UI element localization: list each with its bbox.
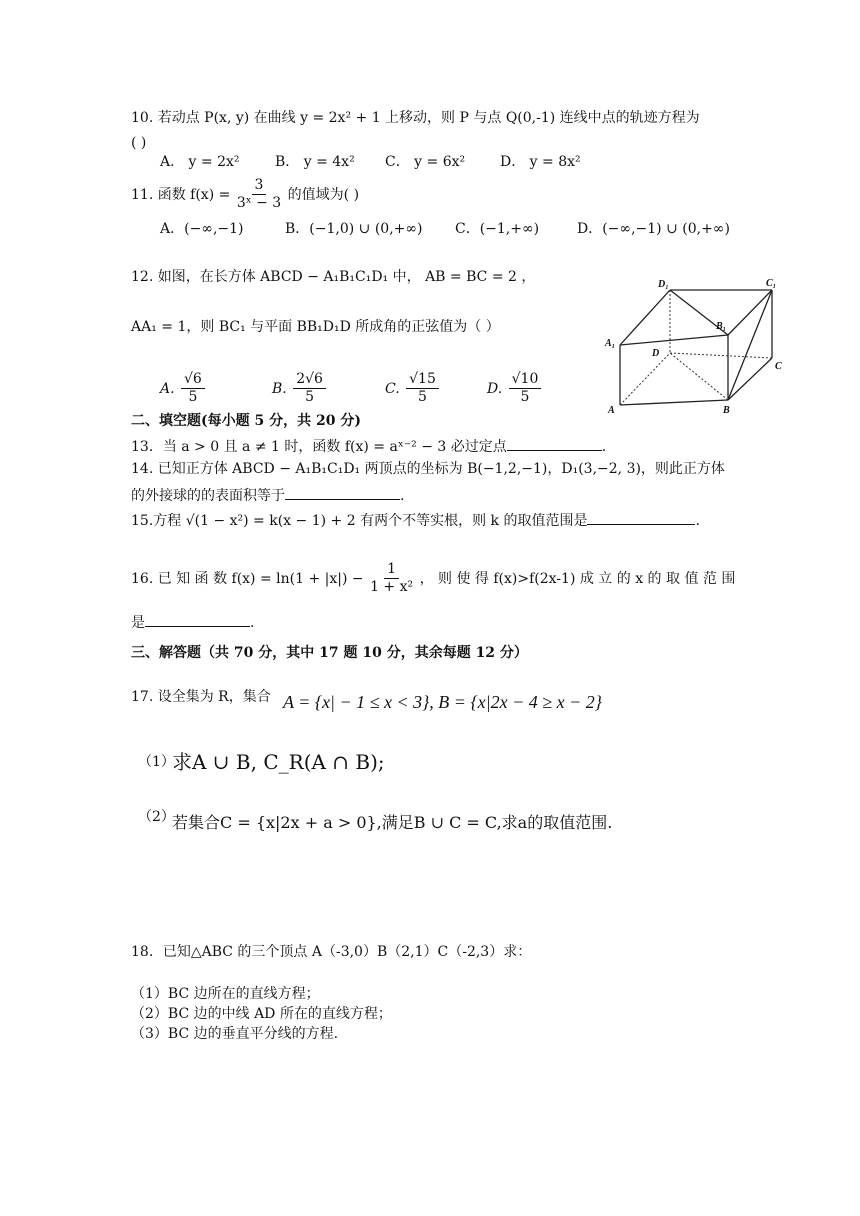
- q16-line2-text: 是: [131, 615, 145, 631]
- hidden-edge-d-c: [670, 353, 772, 358]
- edge-a1-d1: [620, 290, 670, 345]
- q14-line1: 14. 已知正方体 ABCD − A₁B₁C₁D₁ 两顶点的坐标为 B(−1,2,−1)，D₁(3,−2, 3)，则此正方体: [131, 461, 725, 477]
- q15-text: 15.方程 √(1 − x²) = k(x − 1) + 2 有两个不等实根，则 k 的取值范围是: [131, 513, 588, 529]
- q12-option-b-num: 2√6: [293, 372, 326, 389]
- section-2-heading: 二、填空题(每小题 5 分，共 20 分): [131, 413, 361, 429]
- edge-a1-b1: [620, 335, 728, 345]
- hidden-edge-a-d: [620, 353, 670, 405]
- q11-stem: [131, 178, 359, 212]
- q14-line2: 的外接球的的表面积等于 .: [131, 488, 405, 504]
- q12-option-b-label: B.: [272, 380, 287, 397]
- q12-option-a: [160, 372, 207, 406]
- q12-option-b-fraction: [293, 372, 326, 406]
- hidden-diagonal-b-d: [670, 353, 728, 400]
- q12-option-a-num: √6: [181, 372, 205, 389]
- q17-part1: 求A ∪ B, C_R(A ∩ B);: [172, 750, 385, 774]
- q13-text: 13．当 a > 0 且 a ≠ 1 时，函数 f(x) = aˣ⁻² − 3 必过定点: [131, 439, 507, 455]
- q14-line2-text: 的外接球的的表面积等于: [131, 488, 285, 504]
- q11-frac-numerator: 3: [252, 178, 267, 195]
- label-a1: A₁: [605, 338, 616, 349]
- q11-option-b: B．(−1,0) ∪ (0,+∞): [285, 221, 423, 237]
- q17-part1-label: （1）: [138, 754, 175, 770]
- q12-line2: AA₁ = 1，则 BC₁ 与平面 BB₁D₁D 所成角的正弦值为（ ）: [131, 319, 500, 335]
- q12-option-b-den: 5: [305, 389, 315, 406]
- edge-b1-c1: [728, 290, 772, 335]
- label-a: A: [608, 405, 615, 416]
- q10-option-a: A． y = 2x²: [160, 154, 240, 170]
- q10-answer-paren: ( ): [131, 135, 147, 151]
- q12-option-c-den: 5: [418, 389, 427, 406]
- q18-part2: （2）BC 边的中线 AD 所在的直线方程；: [131, 1006, 392, 1022]
- edge-a-b: [620, 400, 728, 405]
- label-c1: C₁: [766, 278, 777, 289]
- q12-option-a-label: A.: [160, 380, 175, 397]
- q12-option-d-num: √10: [509, 372, 542, 389]
- q11-option-c: C．(−1,+∞): [455, 221, 540, 237]
- q16-prefix: 16. 已 知 函 数 f(x) = ln(1 + |x|) −: [131, 570, 364, 587]
- q14-answer-blank: [285, 487, 400, 500]
- q16-frac-numerator: 1: [384, 562, 399, 579]
- q16-line1: [131, 562, 735, 596]
- q17-stem: 17. 设全集为 R，集合: [131, 689, 271, 705]
- q15-answer-blank: [587, 512, 695, 525]
- q16-answer-blank: [145, 614, 250, 627]
- q12-option-d-den: 5: [520, 389, 530, 406]
- q11-prefix: 11. 函数 f(x) =: [131, 186, 231, 203]
- q12-option-d: [487, 372, 543, 406]
- q12-line1: 12. 如图，在长方体 ABCD − A₁B₁C₁D₁ 中， AB = BC = 2 ，: [131, 269, 536, 285]
- q11-option-a: A．(−∞,−1): [160, 221, 244, 237]
- q12-option-b: [272, 372, 328, 406]
- diagonal-b-c1: [728, 290, 772, 400]
- q10-option-c: C． y = 6x²: [385, 154, 466, 170]
- label-c: C: [775, 361, 782, 372]
- q17-part2-label: （2）: [138, 809, 175, 825]
- label-d1: D₁: [658, 279, 669, 290]
- edge-b-c: [728, 358, 772, 400]
- q12-option-c: [385, 372, 441, 406]
- q12-option-c-num: √15: [406, 372, 439, 389]
- cuboid-figure: [600, 275, 790, 420]
- q16-suffix: ， 则 使 得 f(x)>f(2x-1) 成 立 的 x 的 取 值 范 围: [419, 570, 736, 587]
- q18-stem: 18．已知△ABC 的三个顶点 A（-3,0）B（2,1）C（-2,3）求：: [131, 944, 532, 960]
- label-b1: B₁: [716, 321, 727, 332]
- q12-option-a-den: 5: [188, 389, 198, 406]
- q13: 13．当 a > 0 且 a ≠ 1 时，函数 f(x) = aˣ⁻² − 3 必过定点 .: [131, 439, 607, 455]
- label-b: B: [723, 405, 730, 416]
- q18-part1: （1）BC 边所在的直线方程；: [131, 986, 320, 1002]
- q17-part2: 若集合C = {x|2x + a > 0},满足B ∪ C = C,求a的取值范围.: [172, 813, 613, 832]
- q10-option-b: B． y = 4x²: [275, 154, 355, 170]
- q11-fraction: [237, 178, 281, 212]
- q10-option-d: D． y = 8x²: [500, 154, 581, 170]
- q18-part3: （3）BC 边的垂直平分线的方程.: [131, 1026, 339, 1042]
- q16-line2: 是 .: [131, 615, 255, 631]
- q15: 15.方程 √(1 − x²) = k(x − 1) + 2 有两个不等实根，则 k 的取值范围是 .: [131, 513, 700, 529]
- section-3-heading: 三、解答题（共 70 分，其中 17 题 10 分，其余每题 12 分）: [131, 645, 528, 661]
- q11-suffix: 的值域为( ): [287, 186, 360, 203]
- q12-option-d-fraction: [509, 372, 542, 406]
- q13-answer-blank: [507, 438, 602, 451]
- q12-option-c-fraction: [406, 372, 439, 406]
- q10-stem: 10. 若动点 P(x, y) 在曲线 y = 2x² + 1 上移动，则 P 与点 Q(0,-1) 连线中点的轨迹方程为: [131, 110, 700, 126]
- label-d: D: [652, 348, 660, 359]
- q11-option-d: D．(−∞,−1) ∪ (0,+∞): [577, 221, 730, 237]
- q11-frac-denominator: 3ˣ − 3: [236, 195, 282, 212]
- q17-sets: A = {x| − 1 ≤ x < 3}, B = {x|2x − 4 ≥ x − 2}: [283, 692, 602, 712]
- q12-option-d-label: D.: [487, 380, 503, 397]
- q16-fraction: [370, 562, 413, 596]
- q12-option-c-label: C.: [385, 380, 400, 397]
- q12-option-a-fraction: [181, 372, 205, 406]
- q16-frac-denominator: 1 + x²: [370, 579, 414, 596]
